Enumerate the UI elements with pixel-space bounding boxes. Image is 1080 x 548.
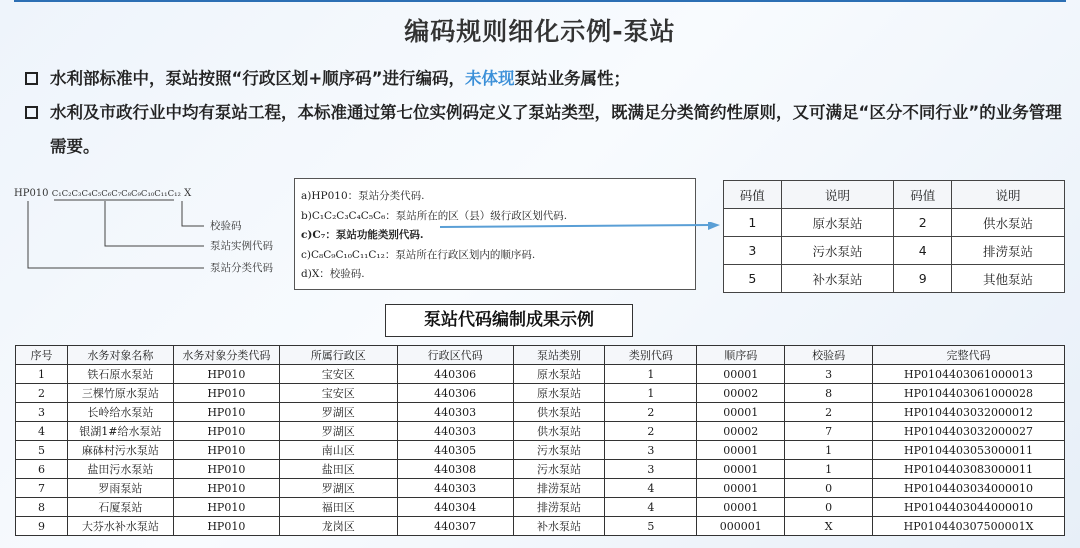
header-cell: 码值 — [894, 181, 952, 209]
table-row — [16, 365, 1065, 384]
table-cell: 0 — [785, 479, 873, 498]
table-cell: HP0104403044000010 — [873, 498, 1065, 517]
table-cell: HP0104403032000027 — [873, 422, 1065, 441]
table-cell: 00001 — [697, 460, 785, 479]
table-cell: 00001 — [697, 441, 785, 460]
table-cell: 4 — [16, 422, 68, 441]
table-cell: 污水泵站 — [513, 441, 605, 460]
table-cell: 1 — [605, 365, 697, 384]
table-cell: 00001 — [697, 479, 785, 498]
table-cell: HP010 — [173, 403, 279, 422]
table-row — [724, 265, 1065, 293]
section-title: 泵站代码编制成果示例 — [385, 304, 633, 337]
table-cell: 2 — [894, 209, 952, 237]
table-cell: 供水泵站 — [513, 403, 605, 422]
table-cell: 南山区 — [279, 441, 397, 460]
table-cell: 2 — [785, 403, 873, 422]
table-row — [16, 460, 1065, 479]
table-cell: 供水泵站 — [952, 209, 1065, 237]
table-cell: HP010 — [173, 517, 279, 536]
header-cell: 说明 — [952, 181, 1065, 209]
table-row — [16, 517, 1065, 536]
bullet-text: 泵站业务属性； — [514, 69, 631, 88]
table-cell: 污水泵站 — [513, 460, 605, 479]
table-cell: 00001 — [697, 365, 785, 384]
highlight-text: 未体现 — [465, 69, 515, 88]
table-cell: 罗湖区 — [279, 479, 397, 498]
table-cell: 龙岗区 — [279, 517, 397, 536]
table-cell: 盐田污水泵站 — [67, 460, 173, 479]
header-cell: 码值 — [724, 181, 782, 209]
table-cell: HP010 — [173, 479, 279, 498]
page-title: 编码规则细化示例-泵站 — [404, 17, 676, 46]
table-cell: 铁石原水泵站 — [67, 365, 173, 384]
table-header-row — [16, 346, 1065, 365]
code-suffix: X — [184, 188, 192, 199]
table-cell: 宝安区 — [279, 365, 397, 384]
header-cell: 水务对象名称 — [67, 346, 173, 365]
table-header-row — [724, 181, 1065, 209]
table-cell: 440303 — [397, 479, 513, 498]
diagram-label: 泵站实例代码 — [210, 240, 273, 252]
table-cell: 3 — [605, 460, 697, 479]
table-cell: 罗湖区 — [279, 403, 397, 422]
square-bullet-icon — [25, 72, 38, 85]
table-cell: 3 — [605, 441, 697, 460]
code-structure-diagram — [14, 188, 304, 288]
table-cell: HP010440307500001X — [873, 517, 1065, 536]
table-cell: 5 — [605, 517, 697, 536]
diagram-label: 校验码 — [210, 220, 242, 232]
explain-line: a)HP010：泵站分类代码. — [301, 190, 425, 202]
table-cell: 7 — [785, 422, 873, 441]
table-cell: 5 — [724, 265, 782, 293]
table-cell: 8 — [16, 498, 68, 517]
table-cell: 0 — [785, 498, 873, 517]
header-cell: 水务对象分类代码 — [173, 346, 279, 365]
header-cell: 泵站类别 — [513, 346, 605, 365]
table-cell: 440308 — [397, 460, 513, 479]
table-cell: HP0104403034000010 — [873, 479, 1065, 498]
table-cell: 4 — [605, 479, 697, 498]
table-cell: 00002 — [697, 422, 785, 441]
square-bullet-icon — [25, 106, 38, 119]
table-cell: 4 — [605, 498, 697, 517]
table-cell: 污水泵站 — [781, 237, 894, 265]
table-cell: 00002 — [697, 384, 785, 403]
header-cell: 序号 — [16, 346, 68, 365]
table-cell: 大芬水补水泵站 — [67, 517, 173, 536]
table-cell: 3 — [724, 237, 782, 265]
table-cell: HP010 — [173, 498, 279, 517]
table-cell: 补水泵站 — [781, 265, 894, 293]
table-cell: 1 — [785, 460, 873, 479]
bullet-item — [22, 96, 1062, 164]
table-cell: 00001 — [697, 403, 785, 422]
table-row — [16, 479, 1065, 498]
table-cell: 排涝泵站 — [513, 498, 605, 517]
table-cell: 麻砵村污水泵站 — [67, 441, 173, 460]
table-row — [16, 422, 1065, 441]
table-cell: 440303 — [397, 403, 513, 422]
table-cell: 7 — [16, 479, 68, 498]
table-cell: X — [785, 517, 873, 536]
header-cell: 所属行政区 — [279, 346, 397, 365]
table-cell: 1 — [605, 384, 697, 403]
table-cell: 排涝泵站 — [513, 479, 605, 498]
arrow-right-icon — [438, 222, 723, 234]
table-cell: 440307 — [397, 517, 513, 536]
table-cell: 罗雨泵站 — [67, 479, 173, 498]
header-cell: 完整代码 — [873, 346, 1065, 365]
table-row — [724, 237, 1065, 265]
table-cell: 其他泵站 — [952, 265, 1065, 293]
table-cell: 9 — [16, 517, 68, 536]
header-cell: 类别代码 — [605, 346, 697, 365]
table-cell: HP0104403053000011 — [873, 441, 1065, 460]
bullet-text: 水利部标准中，泵站按照“行政区划+顺序码”进行编码， — [50, 69, 466, 88]
table-cell: HP010 — [173, 384, 279, 403]
header-cell: 顺序码 — [697, 346, 785, 365]
table-row — [16, 498, 1065, 517]
table-cell: 1 — [724, 209, 782, 237]
table-cell: HP010 — [173, 422, 279, 441]
code-prefix: HP010 — [14, 188, 49, 199]
explain-line: c)C₇：泵站功能类别代码. — [301, 229, 424, 241]
table-row — [16, 384, 1065, 403]
category-code-table — [723, 180, 1065, 293]
table-cell: 6 — [16, 460, 68, 479]
table-cell: 2 — [16, 384, 68, 403]
table-cell: 石厦泵站 — [67, 498, 173, 517]
table-cell: 9 — [894, 265, 952, 293]
table-cell: 3 — [16, 403, 68, 422]
table-row — [16, 441, 1065, 460]
table-cell: HP0104403032000012 — [873, 403, 1065, 422]
table-cell: 罗湖区 — [279, 422, 397, 441]
table-cell: 5 — [16, 441, 68, 460]
table-cell: 3 — [785, 365, 873, 384]
table-cell: HP010 — [173, 460, 279, 479]
table-cell: 宝安区 — [279, 384, 397, 403]
top-accent-line — [14, 0, 1066, 2]
table-cell: 1 — [785, 441, 873, 460]
table-cell: 银湖1#给水泵站 — [67, 422, 173, 441]
table-cell: 1 — [16, 365, 68, 384]
table-cell: 原水泵站 — [513, 365, 605, 384]
table-cell: 原水泵站 — [781, 209, 894, 237]
table-cell: 440306 — [397, 384, 513, 403]
explain-line: d)X：校验码. — [301, 268, 365, 280]
table-cell: 福田区 — [279, 498, 397, 517]
table-cell: 4 — [894, 237, 952, 265]
bullet-list — [22, 62, 1062, 164]
table-cell: 补水泵站 — [513, 517, 605, 536]
table-cell: 000001 — [697, 517, 785, 536]
table-cell: 原水泵站 — [513, 384, 605, 403]
table-cell: 2 — [605, 422, 697, 441]
explain-line: c)C₈C₉C₁₀C₁₁C₁₂：泵站所在行政区划内的顺序码. — [301, 248, 536, 261]
table-cell: 440303 — [397, 422, 513, 441]
pump-station-code-table — [15, 345, 1065, 536]
header-cell: 行政区代码 — [397, 346, 513, 365]
table-cell: 00001 — [697, 498, 785, 517]
table-row — [16, 403, 1065, 422]
header-cell: 校验码 — [785, 346, 873, 365]
table-cell: HP0104403061000028 — [873, 384, 1065, 403]
table-cell: HP010 — [173, 441, 279, 460]
header-cell: 说明 — [781, 181, 894, 209]
table-cell: 排涝泵站 — [952, 237, 1065, 265]
table-cell: 440305 — [397, 441, 513, 460]
table-cell: 三棵竹原水泵站 — [67, 384, 173, 403]
table-cell: 长岭给水泵站 — [67, 403, 173, 422]
table-cell: HP010 — [173, 365, 279, 384]
table-cell: HP0104403083000011 — [873, 460, 1065, 479]
table-cell: 440306 — [397, 365, 513, 384]
table-cell: 盐田区 — [279, 460, 397, 479]
table-cell: 供水泵站 — [513, 422, 605, 441]
bullet-item — [22, 62, 1062, 96]
table-row — [724, 209, 1065, 237]
table-cell: 2 — [605, 403, 697, 422]
table-cell: 440304 — [397, 498, 513, 517]
code-chars: C₁C₂C₃C₄C₅C₆C₇C₈C₉C₁₀C₁₁C₁₂ — [51, 189, 181, 199]
explain-line: b)C₁C₂C₃C₄C₅C₆：泵站所在的区（县）级行政区划代码. — [301, 209, 568, 222]
bullet-text: 水利及市政行业中均有泵站工程，本标准通过第七位实例码定义了泵站类型，既满足分类简约性原则，又可满足“区分不同行业”的业务管理需要。 — [50, 103, 1062, 156]
diagram-label: 泵站分类代码 — [210, 262, 273, 274]
code-explanation-box — [294, 178, 696, 290]
table-cell: 8 — [785, 384, 873, 403]
table-cell: HP0104403061000013 — [873, 365, 1065, 384]
